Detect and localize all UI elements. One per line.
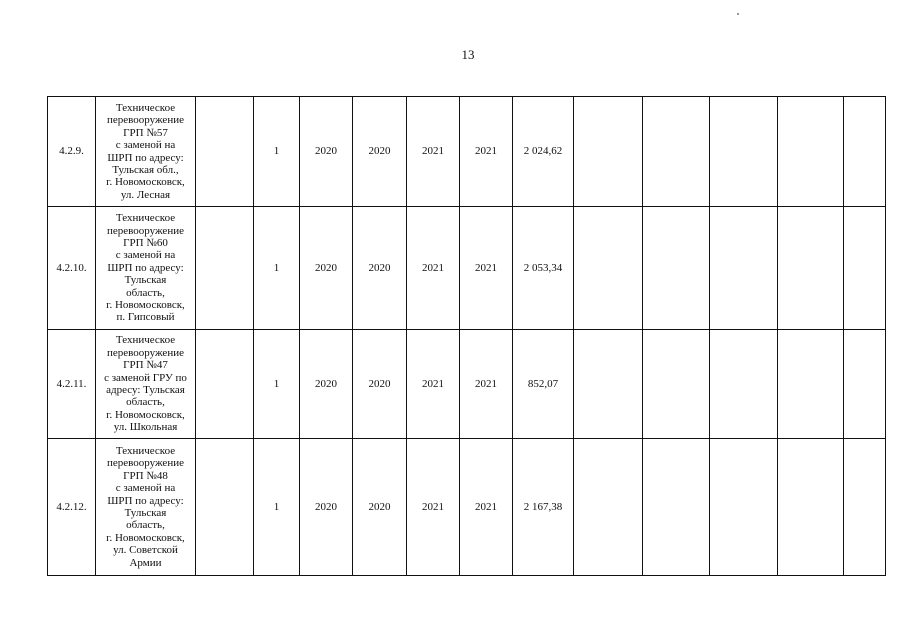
item-number: 4.2.12. <box>48 439 96 576</box>
empty-cell <box>710 330 778 439</box>
year-cell: 2021 <box>460 207 513 330</box>
empty-cell <box>710 97 778 207</box>
year-cell: 2021 <box>460 439 513 576</box>
empty-cell <box>574 439 643 576</box>
year-cell: 2021 <box>407 330 460 439</box>
table-row <box>48 207 886 330</box>
empty-cell <box>643 439 710 576</box>
empty-cell <box>643 97 710 207</box>
empty-cell <box>196 330 254 439</box>
item-description: Техническое перевооружение ГРП №60 с заменой на ШРП по адресу: Тульская область, г. Новомосковск, п. Гипсовый <box>96 207 196 330</box>
empty-cell <box>778 97 844 207</box>
empty-cell <box>778 330 844 439</box>
year-cell: 2020 <box>300 330 353 439</box>
year-cell: 2021 <box>460 97 513 207</box>
item-description: Техническое перевооружение ГРП №47 с заменой ГРУ по адресу: Тульская область, г. Новомосковск, ул. Школьная <box>96 330 196 439</box>
quantity-cell: 1 <box>254 439 300 576</box>
empty-cell <box>643 330 710 439</box>
quantity-cell: 1 <box>254 330 300 439</box>
empty-cell <box>844 97 886 207</box>
item-number: 4.2.11. <box>48 330 96 439</box>
year-cell: 2021 <box>407 207 460 330</box>
empty-cell <box>778 207 844 330</box>
empty-cell <box>574 97 643 207</box>
table-row <box>48 97 886 207</box>
year-cell: 2021 <box>407 439 460 576</box>
program-table <box>47 96 886 576</box>
scan-speck <box>737 13 739 15</box>
page-number: 13 <box>461 47 475 62</box>
empty-cell <box>574 330 643 439</box>
empty-cell <box>710 207 778 330</box>
empty-cell <box>196 439 254 576</box>
empty-cell <box>844 330 886 439</box>
table-row <box>48 330 886 439</box>
item-description: Техническое перевооружение ГРП №57 с заменой на ШРП по адресу: Тульская обл., г. Новомосковск, ул. Лесная <box>96 97 196 207</box>
quantity-cell: 1 <box>254 97 300 207</box>
amount-cell: 852,07 <box>513 330 574 439</box>
year-cell: 2020 <box>353 439 407 576</box>
year-cell: 2020 <box>353 207 407 330</box>
item-number: 4.2.10. <box>48 207 96 330</box>
amount-cell: 2 053,34 <box>513 207 574 330</box>
year-cell: 2020 <box>300 97 353 207</box>
table-row <box>48 439 886 576</box>
empty-cell <box>778 439 844 576</box>
empty-cell <box>710 439 778 576</box>
empty-cell <box>196 97 254 207</box>
empty-cell <box>196 207 254 330</box>
empty-cell <box>844 439 886 576</box>
item-number: 4.2.9. <box>48 97 96 207</box>
year-cell: 2020 <box>353 97 407 207</box>
year-cell: 2020 <box>300 439 353 576</box>
year-cell: 2021 <box>407 97 460 207</box>
empty-cell <box>844 207 886 330</box>
year-cell: 2020 <box>353 330 407 439</box>
empty-cell <box>643 207 710 330</box>
year-cell: 2021 <box>460 330 513 439</box>
item-description: Техническое перевооружение ГРП №48 с заменой на ШРП по адресу: Тульская область, г. Новомосковск, ул. Советской Армии <box>96 439 196 576</box>
amount-cell: 2 024,62 <box>513 97 574 207</box>
year-cell: 2020 <box>300 207 353 330</box>
empty-cell <box>574 207 643 330</box>
amount-cell: 2 167,38 <box>513 439 574 576</box>
quantity-cell: 1 <box>254 207 300 330</box>
